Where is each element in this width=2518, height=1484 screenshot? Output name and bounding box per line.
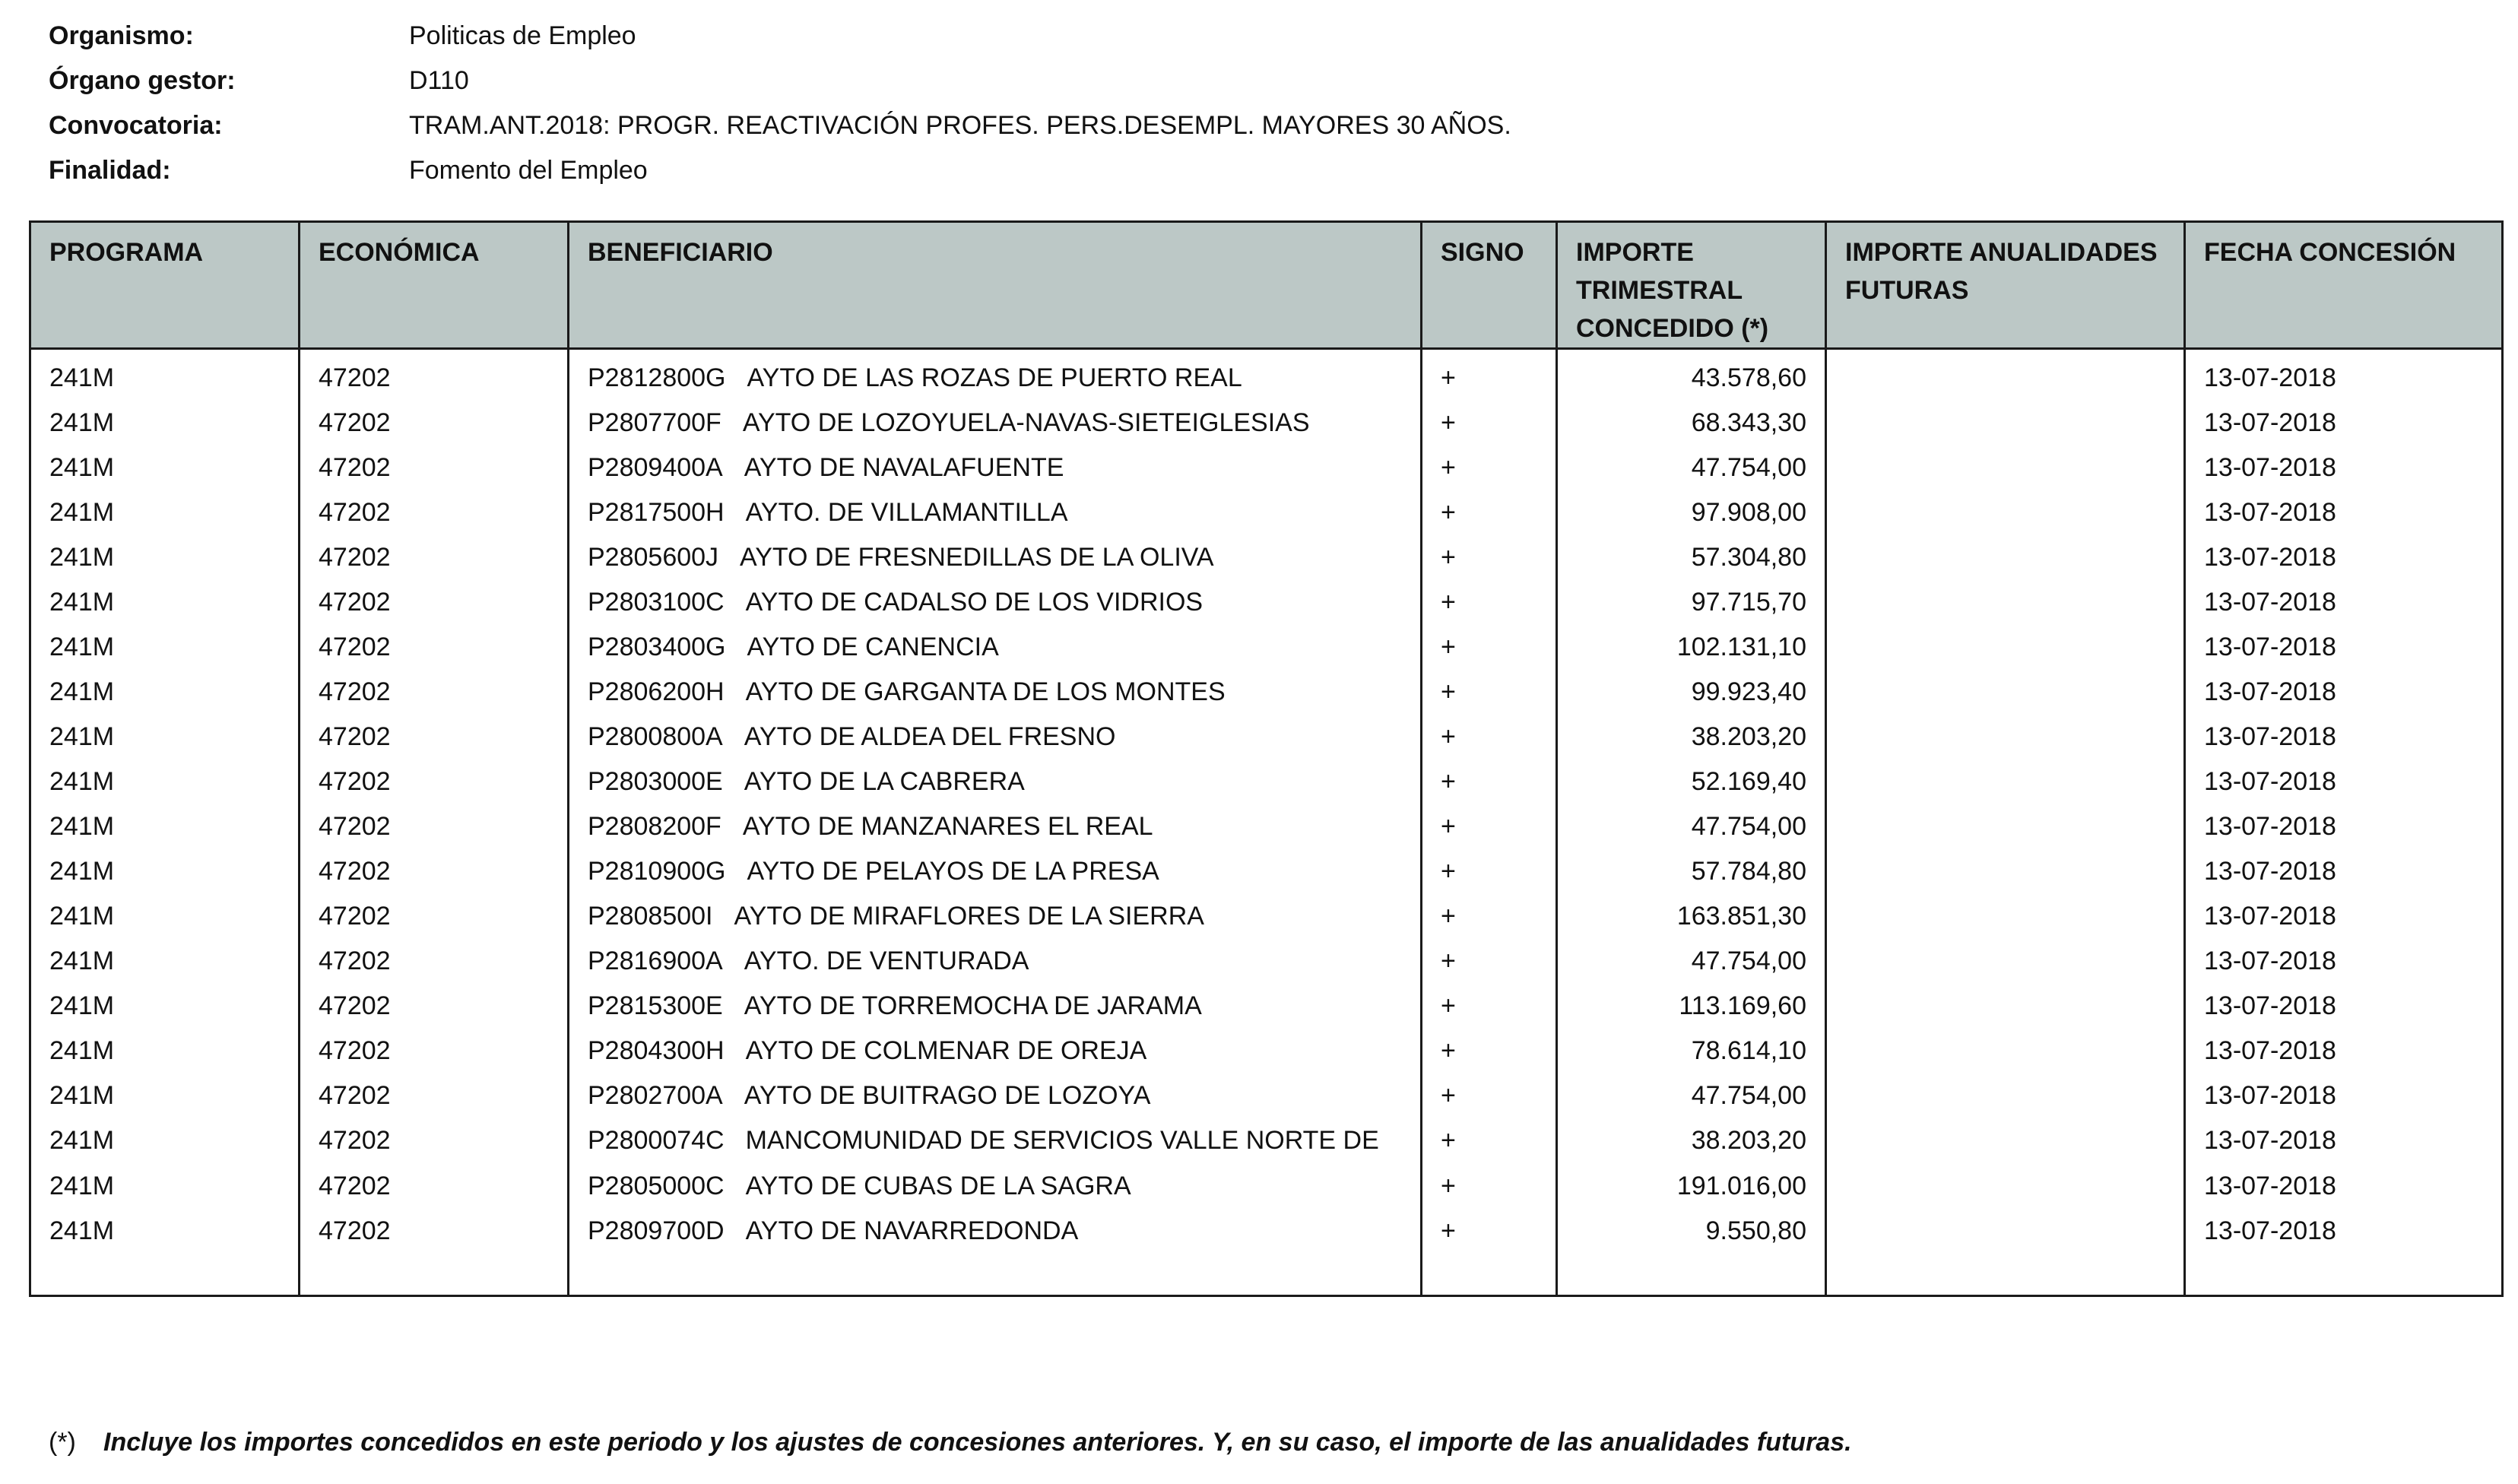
- cell-economica: 47202: [300, 849, 569, 894]
- cell-importe-anualidades: [1826, 984, 2185, 1029]
- cell-fecha-concesion: 13-07-2018: [2185, 625, 2503, 670]
- cell-fecha-concesion: 13-07-2018: [2185, 984, 2503, 1029]
- table-row: [30, 490, 2503, 535]
- cell-signo: +: [1422, 670, 1557, 715]
- table-row: [30, 939, 2503, 984]
- beneficiario-nif: P2808200F: [588, 812, 721, 841]
- table-header: [30, 222, 2503, 349]
- cell-fecha-concesion: 13-07-2018: [2185, 1029, 2503, 1073]
- cell-beneficiario: [569, 715, 1422, 759]
- meta-label: Convocatoria:: [49, 111, 223, 140]
- cell-programa: 241M: [49, 543, 115, 572]
- cell-importe-anualidades: [1826, 1164, 2185, 1209]
- cell-importe-trimestral: 113.169,60: [1557, 984, 1826, 1029]
- cell-economica: 47202: [300, 759, 569, 804]
- cell-importe-anualidades: [1826, 849, 2185, 894]
- meta-value: TRAM.ANT.2018: PROGR. REACTIVACIÓN PROFES. PERS.DESEMPL. MAYORES 30 AÑOS.: [409, 111, 1511, 140]
- beneficiario-nif: P2807700F: [588, 408, 721, 437]
- cell-importe-trimestral: 38.203,20: [1557, 715, 1826, 759]
- cell-beneficiario: [569, 490, 1422, 535]
- footnote-mark: (*): [49, 1428, 76, 1457]
- cell-economica: 47202: [300, 580, 569, 625]
- cell-importe-anualidades: [1826, 715, 2185, 759]
- filler-cell: [569, 1254, 1422, 1296]
- cell-importe-anualidades: [1826, 804, 2185, 849]
- cell-importe-trimestral: 57.304,80: [1557, 535, 1826, 580]
- cell-economica: 47202: [300, 401, 569, 446]
- beneficiario-nif: P2800800A: [588, 722, 723, 751]
- cell-beneficiario: [569, 1209, 1422, 1254]
- cell-importe-anualidades: [1826, 759, 2185, 804]
- filler-cell: [1826, 1254, 2185, 1296]
- cell-beneficiario: [569, 401, 1422, 446]
- cell-economica: 47202: [300, 490, 569, 535]
- cell-signo: +: [1422, 401, 1557, 446]
- filler-cell: [1422, 1254, 1557, 1296]
- beneficiario-nombre: AYTO DE COLMENAR DE OREJA: [745, 1036, 1147, 1065]
- cell-importe-anualidades: [1826, 625, 2185, 670]
- cell-economica: 47202: [300, 1118, 569, 1164]
- table-row: [30, 894, 2503, 939]
- beneficiario-nif: P2812800G: [588, 363, 726, 392]
- cell-economica: 47202: [300, 939, 569, 984]
- beneficiario-nombre: AYTO DE LOZOYUELA-NAVAS-SIETEIGLESIAS: [742, 408, 1310, 437]
- table-row: [30, 446, 2503, 490]
- cell-programa: 241M: [49, 1081, 115, 1110]
- beneficiario-nif: P2809400A: [588, 453, 723, 482]
- cell-fecha-concesion: 13-07-2018: [2185, 670, 2503, 715]
- beneficiario-nombre: AYTO DE TORREMOCHA DE JARAMA: [744, 991, 1202, 1020]
- cell-programa: 241M: [49, 767, 115, 796]
- grants-table: [29, 220, 2504, 1297]
- cell-signo: +: [1422, 984, 1557, 1029]
- header-importe-anualidades: IMPORTE ANUALIDADES FUTURAS: [1826, 222, 2185, 349]
- table-row: [30, 849, 2503, 894]
- cell-signo: +: [1422, 1209, 1557, 1254]
- cell-programa: 241M: [49, 408, 115, 437]
- cell-fecha-concesion: 13-07-2018: [2185, 939, 2503, 984]
- table-row: [30, 715, 2503, 759]
- beneficiario-nombre: AYTO. DE VENTURADA: [744, 947, 1029, 975]
- beneficiario-nombre: AYTO DE CADALSO DE LOS VIDRIOS: [745, 588, 1204, 617]
- cell-beneficiario: [569, 939, 1422, 984]
- beneficiario-nif: P2804300H: [588, 1036, 725, 1065]
- cell-economica: 47202: [300, 349, 569, 401]
- cell-programa: 241M: [49, 363, 115, 392]
- filler-cell: [300, 1254, 569, 1296]
- cell-signo: +: [1422, 535, 1557, 580]
- cell-economica: 47202: [300, 1073, 569, 1118]
- beneficiario-nif: P2803100C: [588, 588, 725, 617]
- beneficiario-nif: P2802700A: [588, 1081, 723, 1110]
- beneficiario-nif: P2810900G: [588, 857, 726, 886]
- beneficiario-nombre: AYTO DE LA CABRERA: [744, 767, 1025, 796]
- cell-importe-anualidades: [1826, 490, 2185, 535]
- table-row: [30, 349, 2503, 401]
- cell-fecha-concesion: 13-07-2018: [2185, 580, 2503, 625]
- cell-importe-trimestral: 57.784,80: [1557, 849, 1826, 894]
- meta-convocatoria: [49, 103, 2405, 148]
- cell-importe-trimestral: 102.131,10: [1557, 625, 1826, 670]
- cell-importe-trimestral: 97.715,70: [1557, 580, 1826, 625]
- meta-organo-gestor: [49, 59, 2405, 103]
- meta-label: Finalidad:: [49, 156, 171, 185]
- table-row: [30, 625, 2503, 670]
- cell-programa: 241M: [49, 722, 115, 751]
- beneficiario-nombre: AYTO DE GARGANTA DE LOS MONTES: [745, 677, 1226, 706]
- cell-signo: +: [1422, 580, 1557, 625]
- beneficiario-nombre: AYTO DE PELAYOS DE LA PRESA: [747, 857, 1159, 886]
- table-row: [30, 804, 2503, 849]
- cell-fecha-concesion: 13-07-2018: [2185, 349, 2503, 401]
- header-info: [49, 14, 2405, 193]
- beneficiario-nombre: AYTO DE MIRAFLORES DE LA SIERRA: [734, 902, 1204, 931]
- cell-programa: 241M: [49, 633, 115, 661]
- table-row: [30, 984, 2503, 1029]
- cell-signo: +: [1422, 804, 1557, 849]
- cell-signo: +: [1422, 939, 1557, 984]
- cell-signo: +: [1422, 1029, 1557, 1073]
- header-row: [30, 222, 2503, 349]
- beneficiario-nombre: AYTO DE CANENCIA: [747, 633, 999, 661]
- beneficiario-nif: P2803400G: [588, 633, 726, 661]
- beneficiario-nombre: AYTO DE NAVARREDONDA: [745, 1216, 1079, 1245]
- cell-signo: +: [1422, 625, 1557, 670]
- header-importe-trimestral: IMPORTE TRIMESTRAL CONCEDIDO (*): [1557, 222, 1826, 349]
- cell-programa: 241M: [49, 857, 115, 886]
- cell-economica: 47202: [300, 894, 569, 939]
- cell-beneficiario: [569, 804, 1422, 849]
- header-signo: SIGNO: [1422, 222, 1557, 349]
- cell-programa: 241M: [49, 947, 115, 975]
- cell-importe-trimestral: 52.169,40: [1557, 759, 1826, 804]
- cell-fecha-concesion: 13-07-2018: [2185, 1209, 2503, 1254]
- meta-label: Organismo:: [49, 21, 194, 50]
- table-body: [30, 349, 2503, 1296]
- beneficiario-nif: P2805000C: [588, 1172, 725, 1200]
- cell-beneficiario: [569, 894, 1422, 939]
- table-row: [30, 1073, 2503, 1118]
- cell-signo: +: [1422, 1118, 1557, 1164]
- cell-signo: +: [1422, 490, 1557, 535]
- cell-importe-trimestral: 191.016,00: [1557, 1164, 1826, 1209]
- cell-beneficiario: [569, 1164, 1422, 1209]
- cell-programa: 241M: [49, 453, 115, 482]
- cell-signo: +: [1422, 759, 1557, 804]
- cell-signo: +: [1422, 349, 1557, 401]
- cell-beneficiario: [569, 1073, 1422, 1118]
- cell-economica: 47202: [300, 446, 569, 490]
- cell-fecha-concesion: 13-07-2018: [2185, 1118, 2503, 1164]
- cell-economica: 47202: [300, 984, 569, 1029]
- cell-beneficiario: [569, 446, 1422, 490]
- cell-programa: 241M: [49, 498, 115, 527]
- cell-importe-anualidades: [1826, 1073, 2185, 1118]
- cell-importe-anualidades: [1826, 670, 2185, 715]
- cell-signo: +: [1422, 894, 1557, 939]
- cell-programa: 241M: [49, 902, 115, 931]
- footnote-text: Incluye los importes concedidos en este periodo y los ajustes de concesiones anteriores. Y, en su caso, el importe de las anualidades futuras.: [103, 1428, 1852, 1457]
- table-row: [30, 1209, 2503, 1254]
- header-economica: ECONÓMICA: [300, 222, 569, 349]
- filler-cell: [2185, 1254, 2503, 1296]
- cell-signo: +: [1422, 1073, 1557, 1118]
- cell-programa: 241M: [49, 1172, 115, 1200]
- beneficiario-nif: P2809700D: [588, 1216, 725, 1245]
- cell-beneficiario: [569, 759, 1422, 804]
- meta-value: Fomento del Empleo: [409, 156, 648, 185]
- cell-importe-trimestral: 47.754,00: [1557, 1073, 1826, 1118]
- cell-fecha-concesion: 13-07-2018: [2185, 849, 2503, 894]
- cell-importe-trimestral: 47.754,00: [1557, 446, 1826, 490]
- cell-fecha-concesion: 13-07-2018: [2185, 715, 2503, 759]
- cell-programa: 241M: [49, 588, 115, 617]
- cell-importe-trimestral: 47.754,00: [1557, 939, 1826, 984]
- table-filler-row: [30, 1254, 2503, 1296]
- cell-economica: 47202: [300, 715, 569, 759]
- cell-programa: 241M: [49, 812, 115, 841]
- beneficiario-nif: P2808500I: [588, 902, 713, 931]
- cell-fecha-concesion: 13-07-2018: [2185, 401, 2503, 446]
- cell-beneficiario: [569, 849, 1422, 894]
- cell-beneficiario: [569, 1118, 1422, 1164]
- beneficiario-nif: P2806200H: [588, 677, 725, 706]
- table-row: [30, 580, 2503, 625]
- cell-importe-anualidades: [1826, 1209, 2185, 1254]
- beneficiario-nombre: AYTO. DE VILLAMANTILLA: [745, 498, 1068, 527]
- header-beneficiario: BENEFICIARIO: [569, 222, 1422, 349]
- beneficiario-nombre: AYTO DE BUITRAGO DE LOZOYA: [744, 1081, 1151, 1110]
- cell-importe-anualidades: [1826, 1118, 2185, 1164]
- beneficiario-nombre: AYTO DE NAVALAFUENTE: [744, 453, 1064, 482]
- cell-importe-anualidades: [1826, 1029, 2185, 1073]
- beneficiario-nif: P2805600J: [588, 543, 719, 572]
- beneficiario-nif: P2815300E: [588, 991, 723, 1020]
- cell-fecha-concesion: 13-07-2018: [2185, 1164, 2503, 1209]
- cell-beneficiario: [569, 670, 1422, 715]
- cell-signo: +: [1422, 849, 1557, 894]
- cell-signo: +: [1422, 446, 1557, 490]
- cell-importe-trimestral: 78.614,10: [1557, 1029, 1826, 1073]
- header-fecha-concesion: FECHA CONCESIÓN: [2185, 222, 2503, 349]
- cell-economica: 47202: [300, 1164, 569, 1209]
- cell-fecha-concesion: 13-07-2018: [2185, 535, 2503, 580]
- table-row: [30, 670, 2503, 715]
- footnote: [49, 1428, 1852, 1457]
- cell-signo: +: [1422, 715, 1557, 759]
- cell-programa: 241M: [49, 1126, 115, 1155]
- beneficiario-nombre: AYTO DE MANZANARES EL REAL: [742, 812, 1153, 841]
- cell-fecha-concesion: 13-07-2018: [2185, 759, 2503, 804]
- cell-beneficiario: [569, 580, 1422, 625]
- cell-economica: 47202: [300, 1029, 569, 1073]
- cell-importe-anualidades: [1826, 894, 2185, 939]
- cell-fecha-concesion: 13-07-2018: [2185, 490, 2503, 535]
- cell-economica: 47202: [300, 1209, 569, 1254]
- cell-programa: 241M: [49, 1216, 115, 1245]
- cell-importe-trimestral: 47.754,00: [1557, 804, 1826, 849]
- cell-importe-trimestral: 43.578,60: [1557, 349, 1826, 401]
- cell-fecha-concesion: 13-07-2018: [2185, 804, 2503, 849]
- meta-label: Órgano gestor:: [49, 66, 236, 95]
- meta-organismo: [49, 14, 2405, 59]
- cell-importe-anualidades: [1826, 401, 2185, 446]
- beneficiario-nombre: AYTO DE FRESNEDILLAS DE LA OLIVA: [740, 543, 1214, 572]
- cell-beneficiario: [569, 1029, 1422, 1073]
- header-programa: PROGRAMA: [30, 222, 300, 349]
- cell-importe-anualidades: [1826, 349, 2185, 401]
- meta-finalidad: [49, 148, 2405, 193]
- beneficiario-nombre: AYTO DE LAS ROZAS DE PUERTO REAL: [747, 363, 1242, 392]
- cell-beneficiario: [569, 349, 1422, 401]
- beneficiario-nombre: AYTO DE CUBAS DE LA SAGRA: [745, 1172, 1131, 1200]
- cell-fecha-concesion: 13-07-2018: [2185, 1073, 2503, 1118]
- cell-fecha-concesion: 13-07-2018: [2185, 446, 2503, 490]
- cell-economica: 47202: [300, 535, 569, 580]
- cell-beneficiario: [569, 625, 1422, 670]
- cell-importe-trimestral: 9.550,80: [1557, 1209, 1826, 1254]
- table-row: [30, 759, 2503, 804]
- cell-importe-anualidades: [1826, 580, 2185, 625]
- beneficiario-nombre: MANCOMUNIDAD DE SERVICIOS VALLE NORTE DE: [745, 1126, 1379, 1155]
- table-row: [30, 401, 2503, 446]
- cell-programa: 241M: [49, 677, 115, 706]
- cell-economica: 47202: [300, 804, 569, 849]
- beneficiario-nif: P2800074C: [588, 1126, 725, 1155]
- meta-value: D110: [409, 66, 469, 95]
- beneficiario-nombre: AYTO DE ALDEA DEL FRESNO: [744, 722, 1116, 751]
- cell-importe-anualidades: [1826, 446, 2185, 490]
- cell-importe-trimestral: 163.851,30: [1557, 894, 1826, 939]
- table-row: [30, 535, 2503, 580]
- filler-cell: [30, 1254, 300, 1296]
- cell-economica: 47202: [300, 625, 569, 670]
- cell-beneficiario: [569, 535, 1422, 580]
- beneficiario-nif: P2816900A: [588, 947, 723, 975]
- cell-fecha-concesion: 13-07-2018: [2185, 894, 2503, 939]
- cell-economica: 47202: [300, 670, 569, 715]
- cell-importe-anualidades: [1826, 535, 2185, 580]
- meta-value: Politicas de Empleo: [409, 21, 636, 50]
- cell-programa: 241M: [49, 991, 115, 1020]
- table-row: [30, 1164, 2503, 1209]
- cell-importe-anualidades: [1826, 939, 2185, 984]
- table-row: [30, 1118, 2503, 1164]
- cell-signo: +: [1422, 1164, 1557, 1209]
- cell-programa: 241M: [49, 1036, 115, 1065]
- beneficiario-nif: P2803000E: [588, 767, 723, 796]
- cell-importe-trimestral: 99.923,40: [1557, 670, 1826, 715]
- table-row: [30, 1029, 2503, 1073]
- cell-importe-trimestral: 38.203,20: [1557, 1118, 1826, 1164]
- filler-cell: [1557, 1254, 1826, 1296]
- beneficiario-nif: P2817500H: [588, 498, 725, 527]
- cell-beneficiario: [569, 984, 1422, 1029]
- cell-importe-trimestral: 68.343,30: [1557, 401, 1826, 446]
- cell-importe-trimestral: 97.908,00: [1557, 490, 1826, 535]
